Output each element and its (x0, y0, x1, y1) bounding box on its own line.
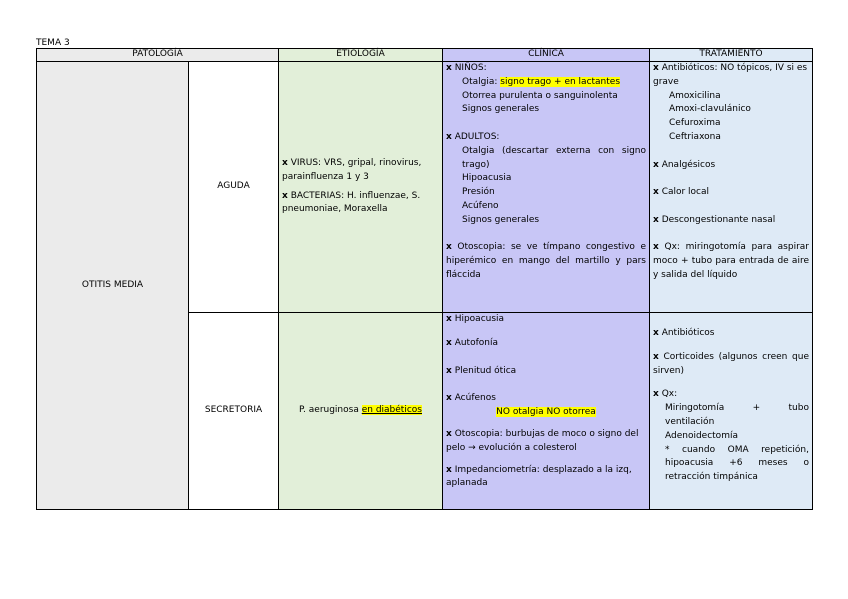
clinica-adultos-title: x ADULTOS: (446, 131, 500, 142)
bullet-icon: x (446, 464, 452, 475)
bullet-icon: x (653, 63, 659, 73)
tratamiento-analgesicos: x Analgésicos (653, 159, 716, 170)
drug-item: Amoxi-clavulánico (669, 104, 751, 115)
clinica-otoscopia-sec: x Otoscopia: burbujas de moco o signo del pelo → evolución a colesterol (446, 428, 639, 453)
bullet-icon: x (446, 131, 452, 142)
tratamiento-qx-aguda: x Qx: miringotomía para aspirar moco + tubo para entrada de aire y salida del líquido (653, 242, 809, 280)
highlight-diabeticos: en diabéticos (361, 405, 422, 416)
type-secretoria: SECRETORIA (204, 405, 263, 416)
header-etiologia: ETIOLOGÍA (279, 49, 443, 62)
clinica-otorrea: Otorrea purulenta o sanguinolenta (462, 90, 618, 101)
clinica-signos-ninos: Signos generales (462, 104, 540, 115)
bullet-icon: x (653, 242, 659, 253)
header-tratamiento: TRATAMIENTO (650, 49, 813, 62)
tratamiento-qx-sec: x Qx: (653, 389, 678, 400)
clinica-hipoacusia: Hipoacusia (462, 173, 512, 184)
bullet-icon: x (653, 389, 659, 400)
drug-item: Amoxicilina (669, 90, 721, 101)
clinica-otalgia-adultos: Otalgia (descartar externa con signo trago) (462, 145, 646, 170)
cell-tratamiento-aguda (650, 62, 813, 313)
clinica-signos-adultos: Signos generales (462, 214, 540, 225)
clinica-impedanciometria: x Impedanciometría: desplazado a la izq, aplanada (446, 464, 632, 489)
bullet-icon: x (446, 365, 452, 376)
drug-item: Cefuroxima (669, 118, 721, 129)
clinica-ninos-title: x NIÑOS: (446, 63, 487, 73)
tratamiento-descongestionante: x Descongestionante nasal (653, 214, 776, 225)
header-clinica: CLÍNICA (443, 49, 650, 62)
cell-etiologia-secretoria (279, 313, 443, 510)
clinica-acufenos: x Acúfenos (446, 393, 496, 404)
cell-aguda (189, 62, 279, 313)
qx-item: Miringotomía + tubo ventilación (665, 403, 809, 427)
tratamiento-calor: x Calor local (653, 187, 710, 198)
tratamiento-corticoides: x Corticoides (algunos creen que sirven) (653, 351, 809, 376)
bullet-icon: x (446, 314, 452, 324)
etiologia-secretoria: P. aeruginosa (299, 405, 362, 416)
clinica-plenitud: x Plenitud ótica (446, 365, 517, 376)
bullet-icon: x (653, 351, 659, 362)
drug-item: Ceftriaxona (669, 131, 721, 142)
bullet-icon: x (446, 63, 452, 73)
qx-item: * cuando OMA repetición, hipoacusia +6 meses o retracción timpánica (665, 444, 809, 483)
pathology-name: OTITIS MEDIA (81, 279, 144, 290)
tratamiento-antibioticos-sec: x Antibióticos (653, 328, 715, 338)
bullet-icon: x (446, 337, 452, 348)
cell-tratamiento-secretoria (650, 313, 813, 510)
cell-clinica-aguda (443, 62, 650, 313)
bullet-icon: x (446, 393, 452, 404)
cell-secretoria (189, 313, 279, 510)
bullet-icon: x (446, 242, 452, 253)
qx-item: Adenoidectomía (665, 430, 738, 441)
etiologia-bacterias: x BACTERIAS: H. influenzae, S. pneumoniae, Moraxella (282, 190, 421, 215)
header-patologia: PATOLOGÍA (37, 49, 279, 62)
header-row (37, 49, 813, 62)
bullet-icon: x (653, 214, 659, 225)
bullet-icon: x (446, 428, 452, 439)
cell-otitis-media (37, 62, 189, 510)
cell-etiologia-aguda (279, 62, 443, 313)
bullet-icon: x (653, 187, 659, 198)
highlight-no-otalgia: NO otalgia NO otorrea (496, 407, 596, 418)
bullet-icon: x (653, 328, 659, 338)
bullet-icon: x (653, 159, 659, 170)
pathology-table (36, 48, 813, 510)
cell-clinica-secretoria (443, 313, 650, 510)
bullet-icon: x (282, 190, 288, 201)
document-title: TEMA 3 (36, 38, 70, 48)
tratamiento-antibioticos: x Antibióticos: NO tópicos, IV si es grave (653, 63, 808, 87)
clinica-otoscopia-aguda: x Otoscopia: se ve tímpano congestivo e hiperémico en mango del martillo y pars fláccida (446, 242, 646, 280)
bullet-icon: x (282, 157, 288, 168)
row-aguda (37, 62, 813, 313)
clinica-acufeno: Acúfeno (462, 200, 499, 211)
clinica-presion: Presión (462, 187, 495, 198)
highlight-signo-trago: signo trago + en lactantes (500, 76, 621, 87)
etiologia-virus: x VIRUS: VRS, gripal, rinovirus, parainfluenza 1 y 3 (282, 157, 422, 182)
clinica-hipoacusia-sec: x Hipoacusia (446, 314, 505, 324)
clinica-autofonia: x Autofonía (446, 337, 498, 348)
no-otalgia-line (446, 406, 646, 420)
type-aguda: AGUDA (217, 181, 250, 192)
clinica-otalgia-ninos: Otalgia: signo trago + en lactantes (462, 76, 621, 87)
